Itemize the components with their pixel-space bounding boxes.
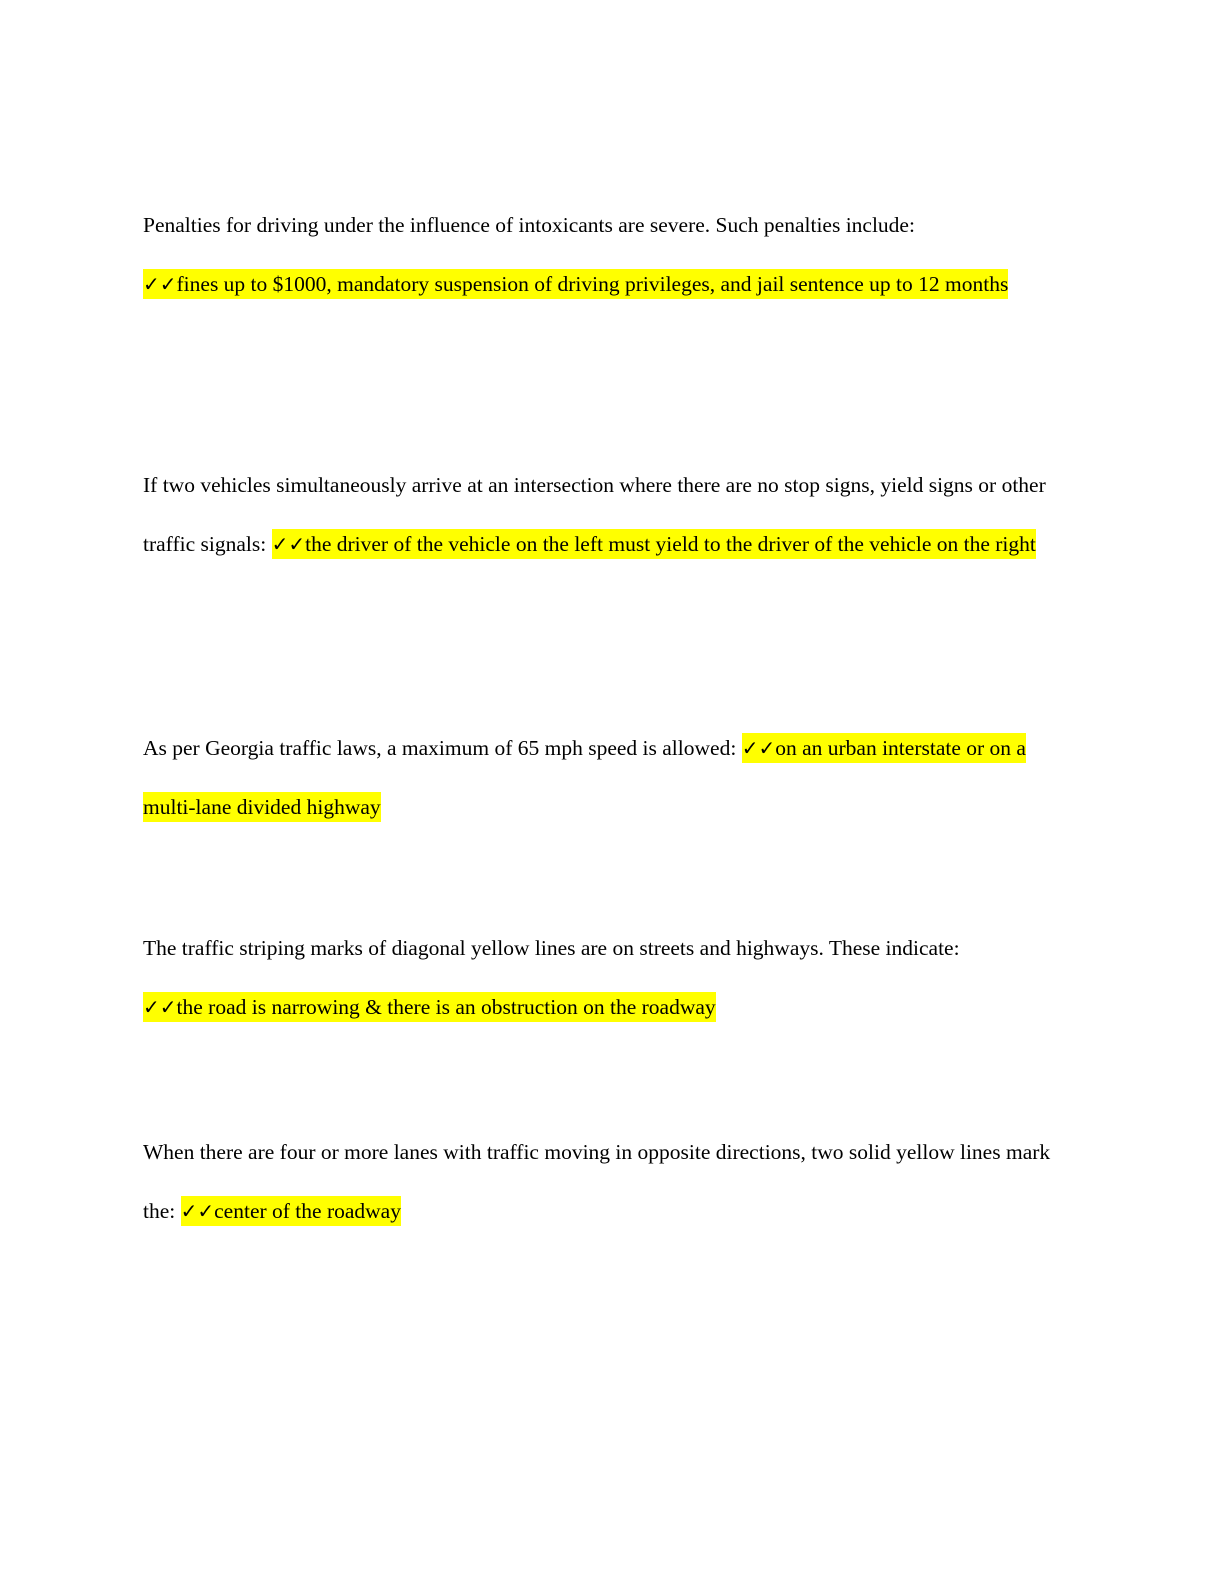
- question-text: If two vehicles simultaneously arrive at an intersection where there are no stop signs, yield signs or other traffic signals:: [143, 473, 1046, 556]
- question-paragraph: [143, 196, 1083, 314]
- answer-highlight: [181, 1196, 401, 1226]
- answer-text: center of the roadway: [214, 1199, 401, 1223]
- question-text: Penalties for driving under the influence of intoxicants are severe. Such penalties include:: [143, 213, 915, 237]
- answer-text: on an urban interstate or on a multi-lane divided highway: [143, 736, 1026, 819]
- question-paragraph: [143, 719, 1083, 837]
- question-paragraph: [143, 456, 1083, 574]
- double-check-icon: ✓✓: [271, 532, 306, 556]
- answer-text: the road is narrowing & there is an obstruction on the roadway: [176, 995, 716, 1019]
- answer-highlight: [143, 992, 716, 1022]
- question-block: [143, 456, 1083, 574]
- answer-highlight: [143, 269, 1008, 299]
- question-paragraph: [143, 1123, 1083, 1241]
- question-paragraph: [143, 919, 1083, 1037]
- question-block: [143, 719, 1083, 837]
- double-check-icon: ✓✓: [741, 736, 776, 760]
- double-check-icon: ✓✓: [143, 995, 177, 1019]
- question-text: As per Georgia traffic laws, a maximum of 65 mph speed is allowed:: [143, 736, 737, 760]
- question-block: [143, 919, 1083, 1037]
- question-text: When there are four or more lanes with traffic moving in opposite directions, two solid yellow lines mark the:: [143, 1140, 1051, 1223]
- answer-text: fines up to $1000, mandatory suspension of driving privileges, and jail sentence up to 12 months: [176, 272, 1009, 296]
- double-check-icon: ✓✓: [143, 272, 177, 296]
- double-check-icon: ✓✓: [180, 1199, 215, 1223]
- question-block: [143, 1123, 1083, 1241]
- answer-highlight: [272, 529, 1036, 559]
- question-block: [143, 196, 1083, 314]
- question-text: The traffic striping marks of diagonal yellow lines are on streets and highways. These indicate:: [143, 936, 960, 960]
- answer-text: the driver of the vehicle on the left must yield to the driver of the vehicle on the right: [305, 532, 1036, 556]
